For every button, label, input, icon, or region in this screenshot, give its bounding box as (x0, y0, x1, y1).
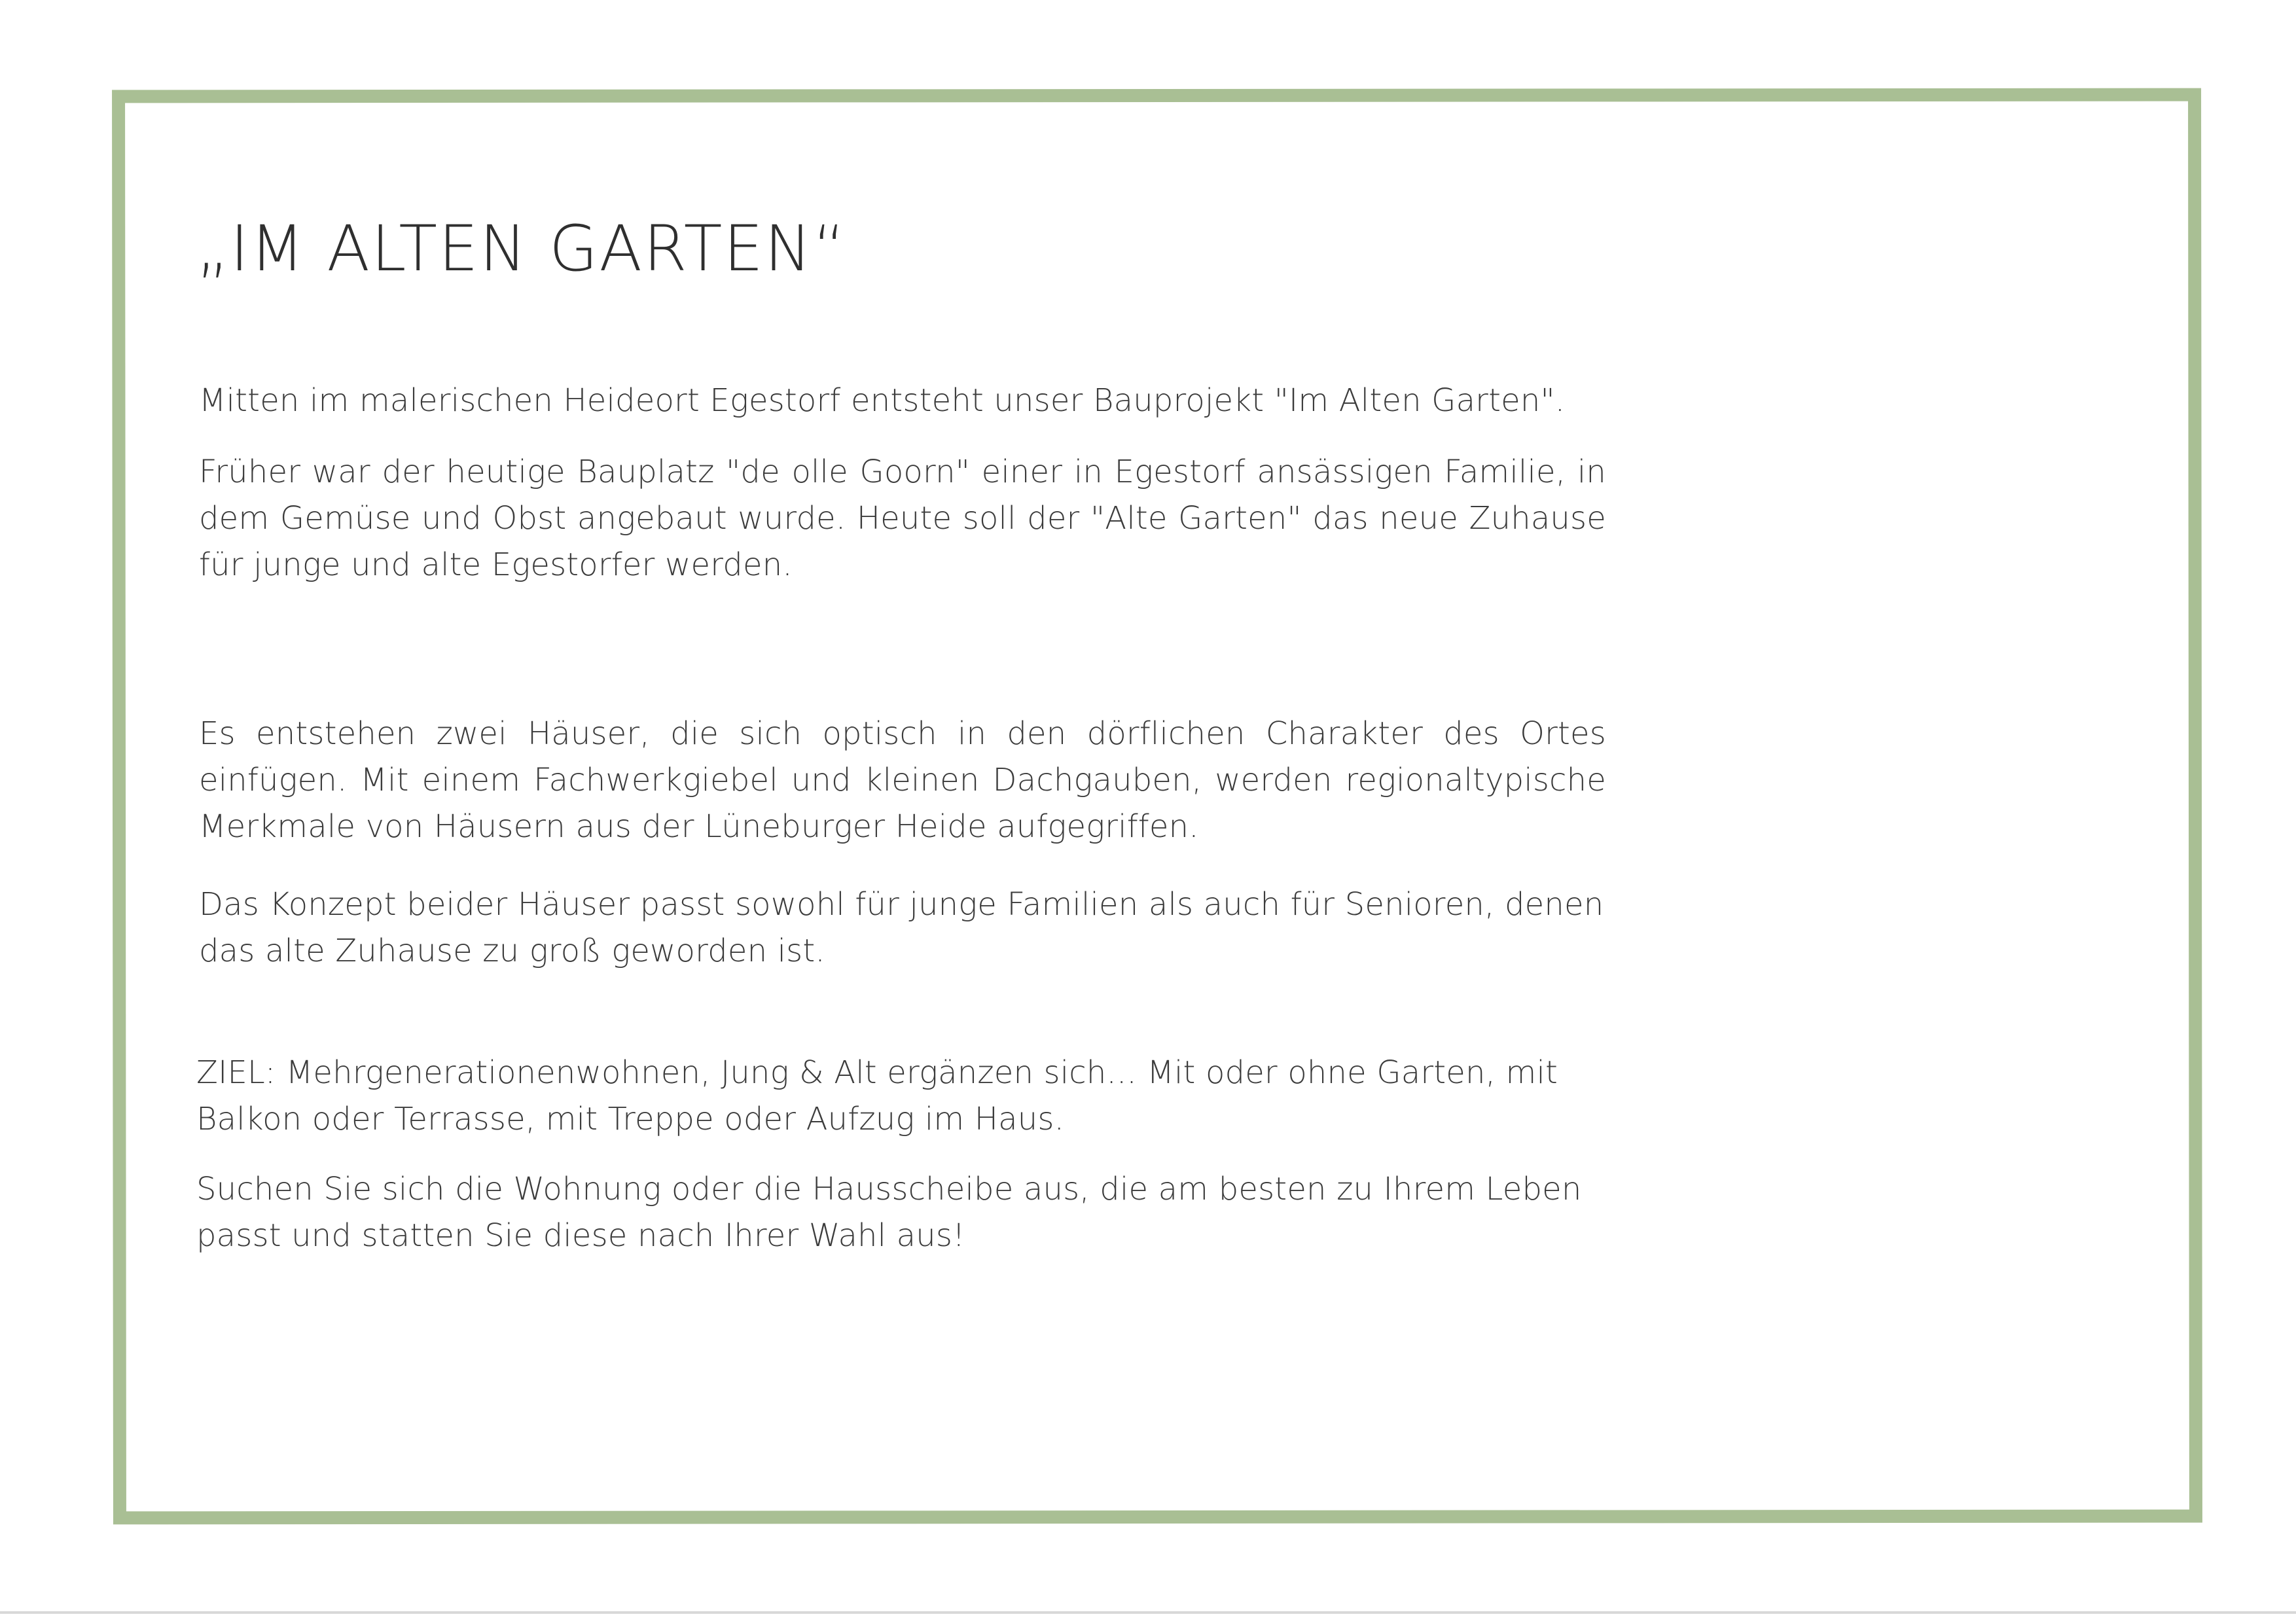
document-content (196, 196, 1606, 1254)
paragraph-call-to-action: Suchen Sie sich die Wohnung oder die Hausscheibe aus, die am besten zu Ihrem Leben passt und statten Sie diese nach Ihrer Wahl aus! (196, 1171, 1582, 1254)
paragraph-history: Früher war der heutige Bauplatz "de olle Goorn" einer in Egestorf ansässigen Familie, in dem Gemüse und Obst angebaut wurde. Heute soll der "Alte Garten" das neue Zuhause für junge und alte Egestorfer werden. (199, 454, 1606, 583)
paragraph-intro: Mitten im malerischen Heideort Egestorf entsteht unser Bauprojekt "Im Alten Garten". (199, 382, 1566, 419)
paragraph-concept: Das Konzept beider Häuser passt sowohl für junge Familien als auch für Senioren, denen das alte Zuhause zu groß geworden ist. (199, 886, 1604, 969)
page-title: „IM ALTEN GARTEN“ (196, 212, 847, 285)
scan-edge-line (0, 1611, 2296, 1614)
paragraph-houses: Es entstehen zwei Häuser, die sich optisch in den dörflichen Charakter des Ortes einfügen. Mit einem Fachwerkgiebel und kleinen Dachgauben, werden regionaltypische Merkmale von Häusern aus der Lüneburger Heide aufgegriffen. (199, 715, 1606, 845)
paragraph-goal: ZIEL: Mehrgenerationenwohnen, Jung & Alt ergänzen sich... Mit oder ohne Garten, mit Balkon oder Terrasse, mit Treppe oder Aufzug im Haus. (196, 1054, 1558, 1137)
